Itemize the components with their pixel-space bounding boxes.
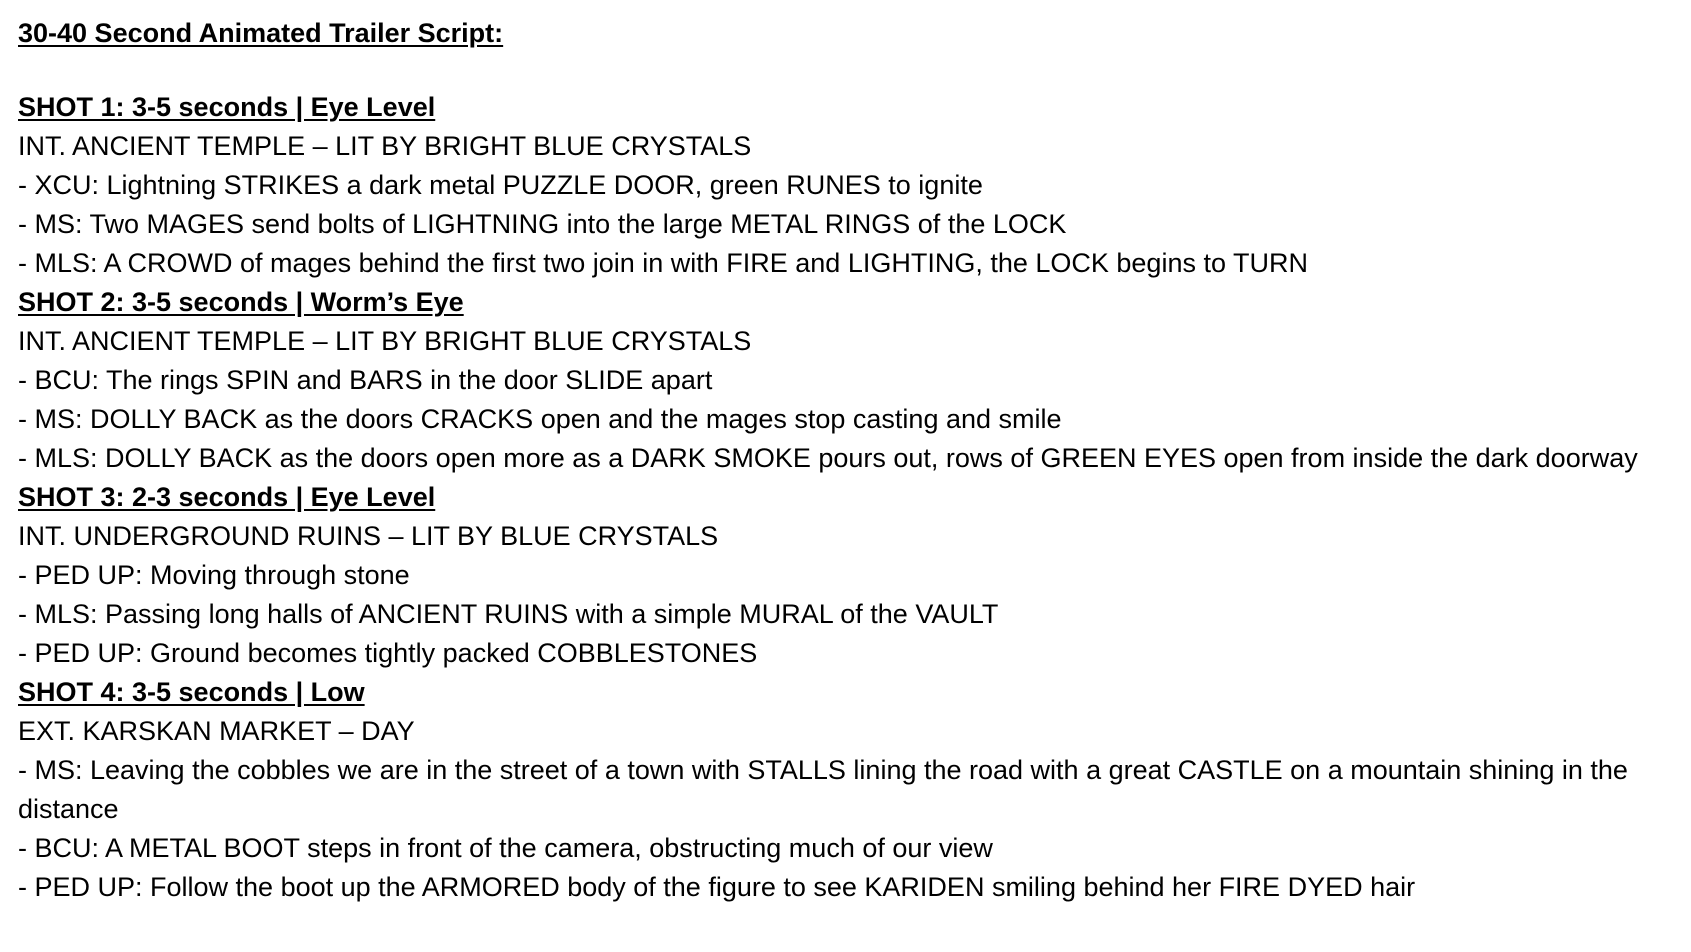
- shot-heading: SHOT 3: 2-3 seconds | Eye Level: [18, 482, 436, 512]
- shot-heading: SHOT 2: 3-5 seconds | Worm’s Eye: [18, 287, 464, 317]
- shot-block-4: [18, 673, 1678, 907]
- shot-line: - PED UP: Ground becomes tightly packed COBBLESTONES: [18, 638, 758, 668]
- shot-line: - BCU: The rings SPIN and BARS in the door SLIDE apart: [18, 365, 713, 395]
- shot-line: - MLS: DOLLY BACK as the doors open more as a DARK SMOKE pours out, rows of GREEN EYES open from inside the dark doorway: [18, 443, 1638, 473]
- blank-line: [18, 53, 1678, 88]
- document-title: 30-40 Second Animated Trailer Script:: [18, 18, 504, 48]
- document-body: [18, 14, 1678, 907]
- shot-line: - MLS: A CROWD of mages behind the first two join in with FIRE and LIGHTING, the LOCK begins to TURN: [18, 248, 1308, 278]
- shot-line: - PED UP: Follow the boot up the ARMORED body of the figure to see KARIDEN smiling behind her FIRE DYED hair: [18, 872, 1416, 902]
- shot-line: - BCU: A METAL BOOT steps in front of the camera, obstructing much of our view: [18, 833, 993, 863]
- shot-line: - XCU: Lightning STRIKES a dark metal PUZZLE DOOR, green RUNES to ignite: [18, 170, 983, 200]
- shot-line: - MS: Leaving the cobbles we are in the street of a town with STALLS lining the road with a great CASTLE on a mountain shining in the distance: [18, 755, 1636, 824]
- shot-location: INT. ANCIENT TEMPLE – LIT BY BRIGHT BLUE CRYSTALS: [18, 131, 752, 161]
- shot-line: - MLS: Passing long halls of ANCIENT RUINS with a simple MURAL of the VAULT: [18, 599, 999, 629]
- shot-location: INT. ANCIENT TEMPLE – LIT BY BRIGHT BLUE CRYSTALS: [18, 326, 752, 356]
- shot-heading: SHOT 4: 3-5 seconds | Low: [18, 677, 365, 707]
- shot-line: - MS: Two MAGES send bolts of LIGHTNING into the large METAL RINGS of the LOCK: [18, 209, 1067, 239]
- shot-location: INT. UNDERGROUND RUINS – LIT BY BLUE CRYSTALS: [18, 521, 719, 551]
- shot-line: - MS: DOLLY BACK as the doors CRACKS open and the mages stop casting and smile: [18, 404, 1062, 434]
- shot-block-2: [18, 283, 1678, 478]
- shot-location: EXT. KARSKAN MARKET – DAY: [18, 716, 415, 746]
- shot-heading: SHOT 1: 3-5 seconds | Eye Level: [18, 92, 436, 122]
- shot-line: - PED UP: Moving through stone: [18, 560, 410, 590]
- shot-block-3: [18, 478, 1678, 673]
- shot-block-1: [18, 88, 1678, 283]
